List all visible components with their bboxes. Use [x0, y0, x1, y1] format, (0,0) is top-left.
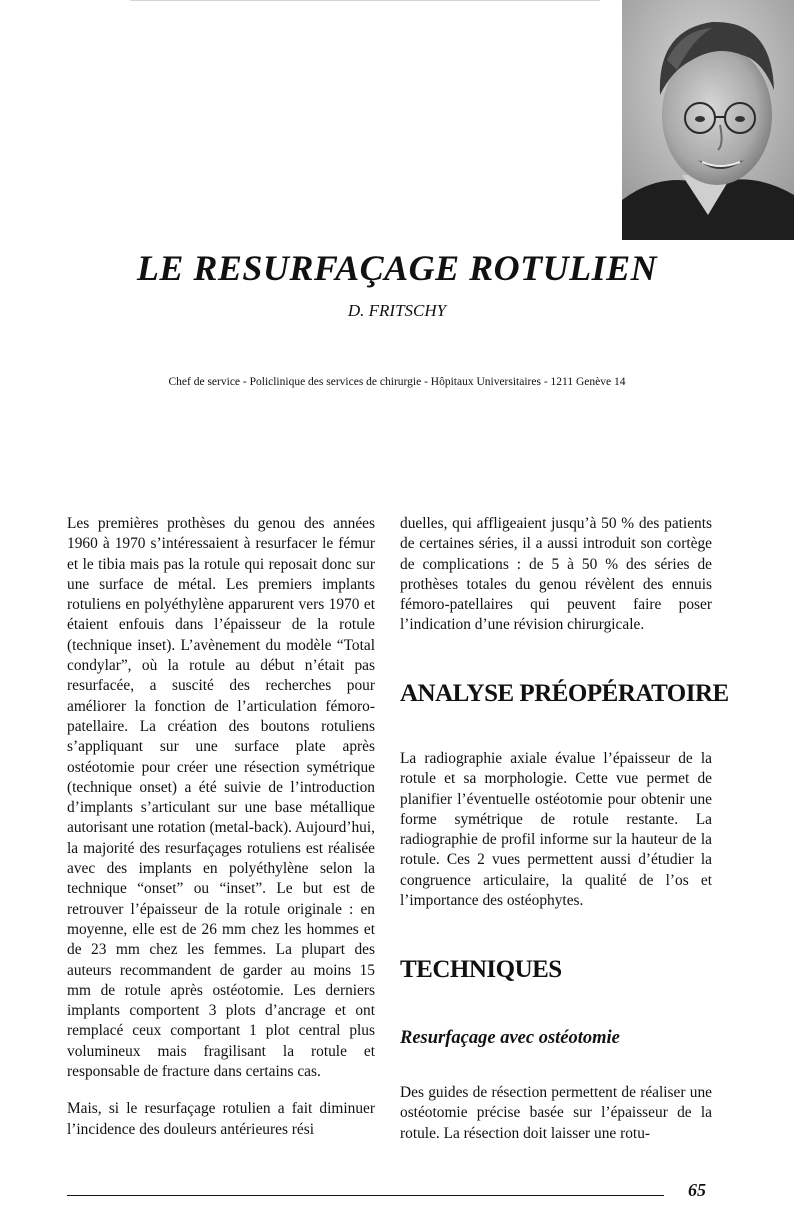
author-affiliation: Chef de service - Policlinique des services de chirurgie - Hôpitaux Universitaires - 1211 Genève 14 — [168, 376, 626, 388]
footer-rule — [67, 1195, 664, 1196]
right-paragraph-1 — [400, 514, 712, 636]
top-rule — [130, 0, 600, 1]
heading-techniques: TECHNIQUES — [400, 956, 562, 983]
subheading-resurfacing-osteotomy: Resurfaçage avec ostéotomie — [400, 1028, 620, 1048]
right-paragraph-2 — [400, 749, 712, 911]
right-paragraph-3-text: Des guides de résection permettent de réaliser une ostéotomie précise basée sur l’épaisseur de la rotule. La résection doit laisser une rotu- — [400, 1084, 712, 1142]
author-portrait-icon — [622, 0, 794, 240]
heading-preoperative-analysis: ANALYSE PRÉOPÉRATOIRE — [400, 680, 729, 707]
author-portrait — [622, 0, 794, 240]
article-author: D. FRITSCHY — [347, 301, 447, 320]
article-title: LE RESURFAÇAGE ROTULIEN — [136, 248, 658, 288]
left-paragraph-2: Mais, si le resurfaçage rotulien a fait diminuer l’incidence des douleurs antérieures rési — [67, 1100, 375, 1138]
right-paragraph-3 — [400, 1083, 712, 1144]
left-column — [67, 514, 375, 1140]
left-paragraph-1: Les premières prothèses du genou des années 1960 à 1970 s’intéressaient à resurfacer le fémur et le tibia mais pas la rotule qui reposait donc sur une surface de métal. Les premiers implants rotuliens en polyéthylène apparurent vers 1970 et étaient enfouis dans l’épaisseur de la rotule (technique inset). L’avènement du modèle “Total condylar”, où la rotule au début n’était pas resurfacée, a suscité des recherches pour améliorer la fonction de l’articulation fémoro-patellaire. La création des boutons rotuliens s’appliquant sur une surface plate après ostéotomie pour créer une résection symétrique (technique onset) a été suivie de l’introduction d’implants s’articulant sur une base métallique autorisant une rotation (metal-back). Aujourd’hui, la majorité des resurfaçages rotuliens est réalisée avec des implants en polyéthylène selon la technique “onset” ou “inset”. Le but est de retrouver l’épaisseur de la rotule originale : en moyenne, elle est de 26 mm chez les hommes et de 23 mm chez les femmes. La plupart des auteurs recommandent de garder au moins 15 mm de rotule après ostéotomie. Les derniers implants comportent 3 plots d’ancrage et ont remplacé ceux comportant 1 plot central plus volumineux mais fragilisant la rotule et responsable de fracture dans certains cas. — [67, 515, 375, 1081]
right-paragraph-2-text: La radiographie axiale évalue l’épaisseur de la rotule et sa morphologie. Cette vue permet de planifier l’éventuelle ostéotomie pour obtenir une forme symétrique de rotule restante. La radiographie de profil informe sur la hauteur de la rotule. Ces 2 vues permettent aussi d’étudier la congruence articulaire, la qualité de l’os et l’importance des ostéophytes. — [400, 750, 712, 910]
right-paragraph-1-text: duelles, qui affligeaient jusqu’à 50 % des patients de certaines séries, il a aussi introduit son cortège de complications : de 5 à 50 % des séries de prothèses totales du genou révèlent des ennuis fémoro-patellaires qui peuvent faire poser l’indication d’une révision chirurgicale. — [400, 515, 712, 634]
page-number: 65 — [688, 1180, 706, 1200]
